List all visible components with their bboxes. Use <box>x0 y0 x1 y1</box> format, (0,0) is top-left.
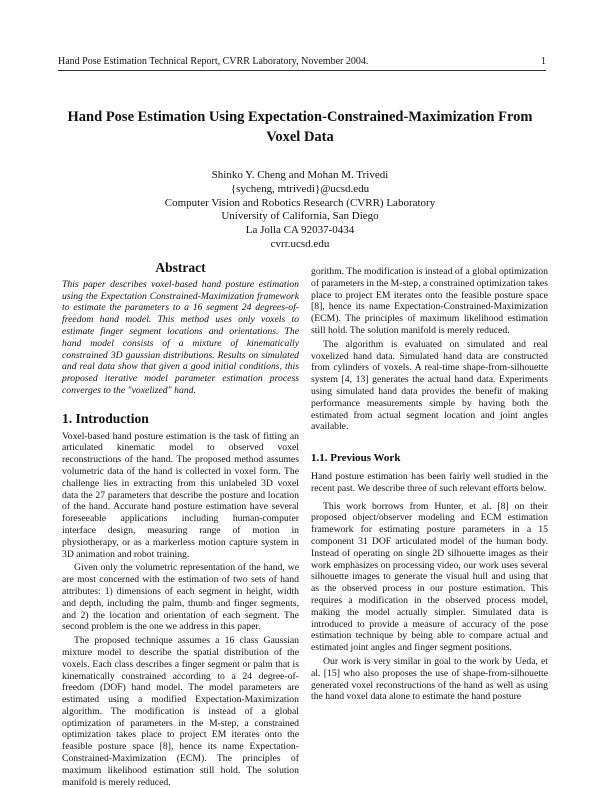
running-title: Hand Pose Estimation Technical Report, CVRR Laboratory, November 2004. <box>58 56 369 67</box>
author-names: Shinko Y. Cheng and Mohan M. Trivedi <box>211 169 389 181</box>
affiliation-university: University of California, San Diego <box>221 210 379 223</box>
affiliation-lab: Computer Vision and Robotics Research (CVRR) Laboratory <box>164 196 436 209</box>
paper-title: Hand Pose Estimation Using Expectation-Constrained-Maximization From Voxel Data <box>67 109 533 145</box>
intro-paragraph: The proposed technique assumes a 16 class Gaussian mixture model to describe the spatial distribution of the voxels. Each class describes a finger segment or palm that is kinematically constrained according to a 24 degree-of-freedom (DOF) hand model. The model parameters are estimated using a modified Expectation-Maximization algorithm. The modification is instead of a global optimization of parameters in the M-step, a constrained optimization takes place to project EM iterates onto the feasible posture space [8], hence its name Expectation-Constrained-Maximization (ECM). The principles of maximum likelihood estimation still hold. The solution manifold is merely reduced. <box>62 635 299 788</box>
affiliation-website: cvrr.ucsd.edu <box>270 237 330 250</box>
previous-work-paragraph: Hand posture estimation has been fairly well studied in the recent past. We describe three of such relevant efforts below. <box>311 470 548 494</box>
previous-work-paragraph: This work borrows from Hunter, et al. [8] on their proposed object/observer modeling and ECM estimation framework for estimating posture parameters in a 15 component 31 DOF articulated model of the human body. Instead of operating on single 2D silhouette images as their work emphasizes on processing video, our work uses several silhouette images to generate the visual hull and using that as the observed process in our posture estimation. This requires a modification in the observed process model, making the model actually simpler. Simulated data is introduced to provide a measure of accuracy of the pose estimation technique by being able to compare actual and estimated joint angles and finger segment positions. <box>311 500 548 654</box>
abstract-text: This paper describes voxel-based hand posture estimation using the Expectation Constrained-Maximization framework to estimate the parameters to a 16 segment 24 degrees-of-freedom hand model. This method uses only voxels to estimate finger segment locations and orientations. The hand model consists of a mixture of kinematically constrained 3D gaussian distributions. Results on simulated and real data show that given a good initial conditions, this proposed iterative model parameter estimation process converges to the "voxelized" hand. <box>62 278 299 396</box>
intro-paragraph: Given only the volumetric representation of the hand, we are most concerned with the estimation of two sets of hand attributes: 1) dimensions of each segment in height, width and depth, including the palm, thumb and finger segments, and 2) the location and orientation of each segment. The second problem is the one we address in this paper. <box>62 562 299 633</box>
running-header <box>58 56 546 71</box>
author-emails: {sycheng, mtrivedi}@ucsd.edu <box>230 182 370 195</box>
right-column <box>311 266 548 703</box>
left-column <box>62 260 299 788</box>
abstract-heading: Abstract <box>155 260 206 275</box>
intro-heading: 1. Introduction <box>62 410 149 426</box>
previous-work-paragraph: Our work is very similar in goal to the work by Ueda, et al. [15] who also proposes the use of shape-from-silhouette generated voxel reconstructions of the hand as well as using the hand voxel data alone to estimate the hand posture <box>311 655 548 703</box>
author-block <box>100 169 500 252</box>
intro-paragraph: The algorithm is evaluated on simulated and real voxelized hand data. Simulated hand data are constructed from cylinders of voxels. A real-time shape-from-silhouette system [4, 13] generates the actual hand data. Experiments using simulated hand data provides the benefit of making performance measurements simple by having both the estimated from actual segment location and joint angles available. <box>311 338 548 433</box>
intro-paragraph-continued: gorithm. The modification is instead of a global optimization of parameters in the M-step, a constrained optimization takes place to project EM iterates onto the feasible posture space [8], hence its name Expectation-Constrained-Maximization (ECM). The principles of maximum likelihood estimation still hold. The solution manifold is merely reduced. <box>311 266 548 336</box>
intro-paragraph: Voxel-based hand posture estimation is the task of fitting an articulated kinematic model to observed voxel reconstructions of the hand. The proposed method assumes volumetric data of the hand is collected in voxel form. The challenge lies in extracting from this unlabeled 3D voxel data the 27 parameters that describe the posture and location of the hand. Accurate hand posture estimation have several foreseeable applications including human-computer interface design, measuring range of motion in physiotherapy, or as a markerless motion capture system in 3D animation and robot training. <box>62 430 299 560</box>
affiliation-address: La Jolla CA 92037-0434 <box>245 224 355 237</box>
page-number: 1 <box>541 56 546 67</box>
previous-work-heading: 1.1. Previous Work <box>311 452 401 465</box>
